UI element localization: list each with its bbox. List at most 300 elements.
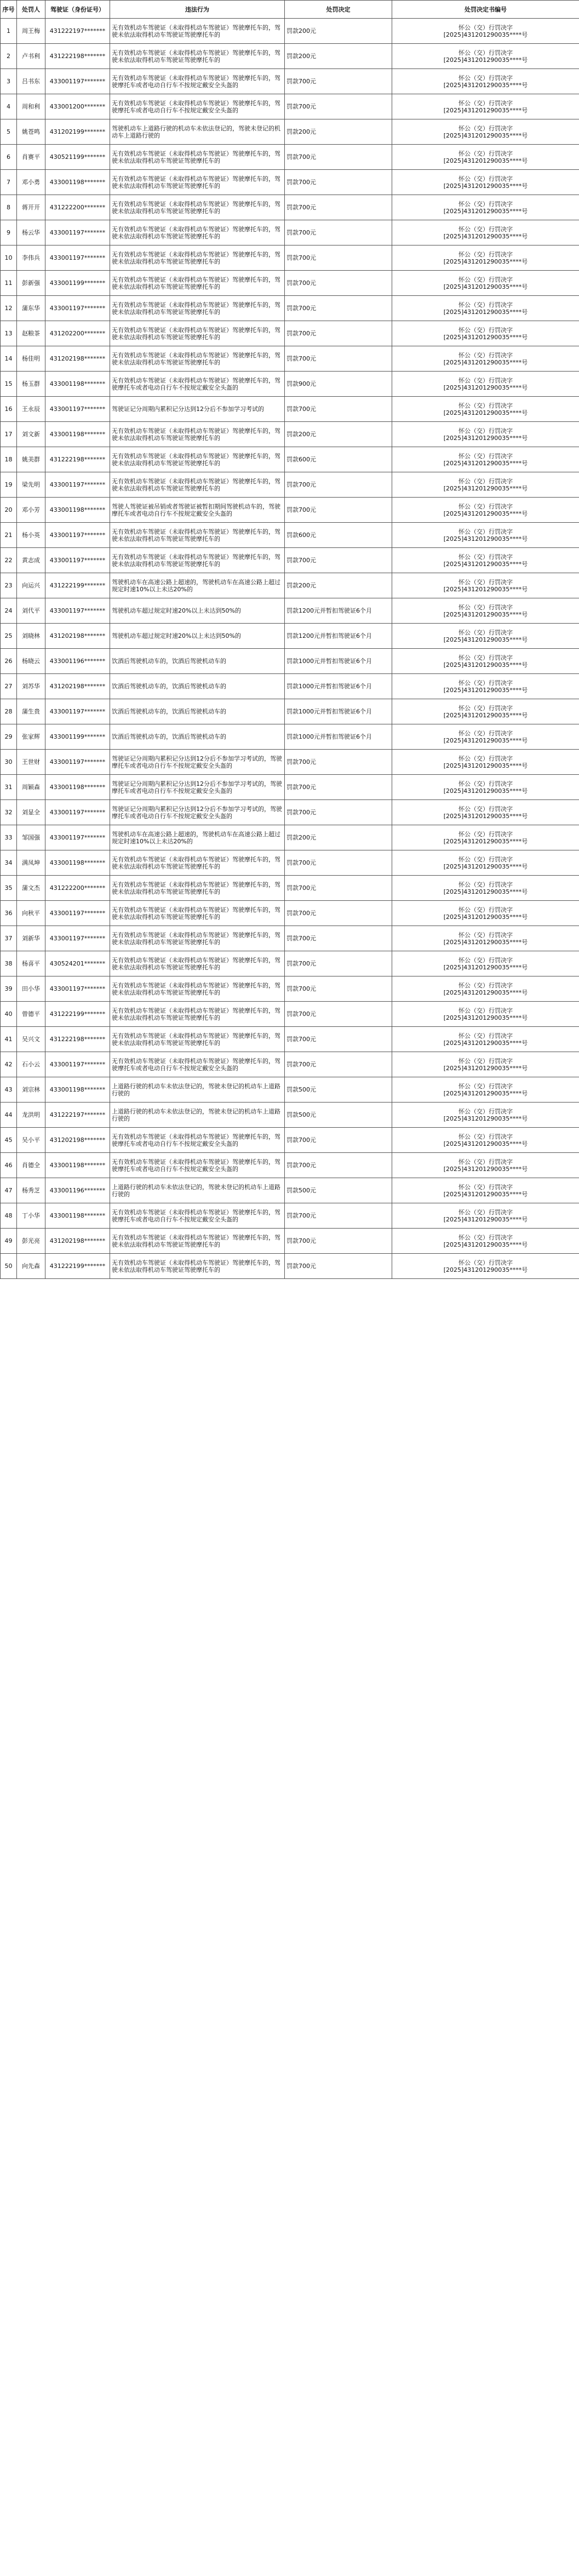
decision-number [392,422,579,447]
offender-name: 杨晓云 [17,649,45,674]
offender-name: 周和利 [17,94,45,119]
violation-text: 驾驶人驾驶证被吊销或者驾驶证被暂扣期间驾驶机动车的，驾驶摩托车或者电动自行车不按规定戴安全头盔的 [110,498,285,523]
decision-prefix: 怀公（交）行罚决字 [458,956,513,964]
decision-number [392,951,579,976]
decision-prefix: 怀公（交）行罚决字 [458,931,513,939]
license-id: 433001197******* [45,548,110,573]
violation-text: 无有效机动车驾驶证（未取得机动车驾驶证）驾驶摩托车的，驾驶摩托车或者电动自行车不按规定戴安全头盔的 [110,372,285,397]
decision-code: [2025]431201290035****号 [443,56,528,64]
decision-prefix: 怀公（交）行罚决字 [458,124,513,132]
penalty-decision: 罚款700元 [285,548,392,573]
table-row [1,472,579,498]
decision-number [392,699,579,724]
row-number: 45 [1,1128,17,1153]
row-number: 30 [1,750,17,775]
offender-name: 赵粮茶 [17,321,45,346]
decision-prefix: 怀公（交）行罚决字 [458,729,513,737]
decision-code: [2025]431201290035****号 [443,636,528,643]
decision-number [392,1254,579,1279]
decision-number [392,800,579,825]
decision-prefix: 怀公（交）行罚决字 [458,99,513,107]
decision-code: [2025]431201290035****号 [443,459,528,467]
license-id: 433001197******* [45,1052,110,1077]
violation-text: 无有效机动车驾驶证（未取得机动车驾驶证）驾驶摩托车的，驾驶摩托车或者电动自行车不按规定戴安全头盔的 [110,1153,285,1178]
decision-number [392,170,579,195]
decision-code: [2025]431201290035****号 [443,1190,528,1198]
table-row [1,271,579,296]
violation-text: 饮酒后驾驶机动车的，饮酒后驾驶机动车的 [110,674,285,699]
decision-code: [2025]431201290035****号 [443,1165,528,1173]
row-number: 44 [1,1103,17,1128]
offender-name: 杨喜平 [17,951,45,976]
violation-text: 驾驶机动车在高速公路上超速的，驾驶机动车在高速公路上超过规定时速10%以上未达20%的 [110,573,285,598]
offender-name: 蒲生贵 [17,699,45,724]
offender-name: 杨佳明 [17,346,45,372]
violation-text: 驾驶机动车在高速公路上超速的，驾驶机动车在高速公路上超过规定时速10%以上未达20%的 [110,825,285,850]
row-number: 42 [1,1052,17,1077]
row-number: 24 [1,598,17,624]
decision-number [392,1229,579,1254]
row-number: 15 [1,372,17,397]
license-id: 433001197******* [45,69,110,94]
decision-number [392,397,579,422]
row-number: 22 [1,548,17,573]
table-row [1,800,579,825]
license-id: 433001197******* [45,296,110,321]
offender-name: 刘代平 [17,598,45,624]
violation-text: 上道路行驶的机动车未依法登记的，驾驶未登记的机动车上道路行驶的 [110,1103,285,1128]
violation-text: 无有效机动车驾驶证（未取得机动车驾驶证）驾驶摩托车的，驾驶未依法取得机动车驾驶证驾驶摩托车的 [110,245,285,271]
offender-name: 黄志成 [17,548,45,573]
decision-number [392,1153,579,1178]
decision-number [392,901,579,926]
penalty-decision: 罚款700元 [285,800,392,825]
violation-text: 无有效机动车驾驶证（未取得机动车驾驶证）驾驶摩托车的，驾驶未依法取得机动车驾驶证驾驶摩托车的 [110,548,285,573]
decision-prefix: 怀公（交）行罚决字 [458,326,513,334]
decision-number [392,1178,579,1203]
decision-prefix: 怀公（交）行罚决字 [458,679,513,687]
decision-code: [2025]431201290035****号 [443,132,528,139]
license-id: 431222199******* [45,1254,110,1279]
decision-number [392,876,579,901]
decision-prefix: 怀公（交）行罚决字 [458,1183,513,1191]
offender-name: 刘晓林 [17,624,45,649]
table-row [1,876,579,901]
license-id: 433001198******* [45,372,110,397]
penalty-decision: 罚款700元 [285,926,392,951]
license-id: 433001198******* [45,1153,110,1178]
penalty-decision: 罚款700元 [285,397,392,422]
row-number: 18 [1,447,17,472]
license-id: 433001198******* [45,850,110,876]
violation-text: 无有效机动车驾驶证（未取得机动车驾驶证）驾驶摩托车的，驾驶未依法取得机动车驾驶证驾驶摩托车的 [110,195,285,220]
decision-prefix: 怀公（交）行罚决字 [458,175,513,182]
violation-text: 无有效机动车驾驶证（未取得机动车驾驶证）驾驶摩托车的，驾驶未依法取得机动车驾驶证驾驶摩托车的 [110,850,285,876]
violation-text: 无有效机动车驾驶证（未取得机动车驾驶证）驾驶摩托车的，驾驶未依法取得机动车驾驶证驾驶摩托车的 [110,876,285,901]
offender-name: 蒲文杰 [17,876,45,901]
header-doc-no: 处罚决定书编号 [392,1,579,19]
table-header-row [1,1,579,19]
decision-code: [2025]431201290035****号 [443,787,528,795]
decision-number [392,825,579,850]
violation-text: 饮酒后驾驶机动车的，饮酒后驾驶机动车的 [110,724,285,750]
decision-number [392,1103,579,1128]
row-number: 2 [1,44,17,69]
license-id: 433001198******* [45,498,110,523]
table-row [1,1203,579,1229]
table-body [1,19,579,1279]
table-row [1,901,579,926]
license-id: 433001198******* [45,170,110,195]
table-row [1,1128,579,1153]
decision-prefix: 怀公（交）行罚决字 [458,452,513,460]
decision-number [392,245,579,271]
offender-name: 杨云华 [17,220,45,245]
table-row [1,321,579,346]
penalty-decision: 罚款900元 [285,372,392,397]
decision-code: [2025]431201290035****号 [443,31,528,38]
table-row [1,523,579,548]
license-id: 431202198******* [45,346,110,372]
decision-number [392,775,579,800]
decision-number [392,498,579,523]
row-number: 36 [1,901,17,926]
violation-text: 驾驶机动车上道路行驶的机动车未依法登记的，驾驶未登记的机动车上道路行驶的 [110,119,285,145]
table-row [1,573,579,598]
row-number: 10 [1,245,17,271]
license-id: 433001197******* [45,976,110,1002]
decision-code: [2025]431201290035****号 [443,1215,528,1223]
decision-prefix: 怀公（交）行罚决字 [458,502,513,510]
penalty-decision: 罚款700元 [285,1002,392,1027]
license-id: 433001197******* [45,220,110,245]
decision-number [392,472,579,498]
table-row [1,94,579,119]
penalty-decision: 罚款700元 [285,1027,392,1052]
decision-number [392,19,579,44]
violation-text: 驾驶证记分周期内累积记分达到12分后不参加学习考试的 [110,397,285,422]
license-id: 431202198******* [45,1229,110,1254]
header-id: 驾驶证（身份证号） [45,1,110,19]
decision-code: [2025]431201290035****号 [443,484,528,492]
decision-code: [2025]431201290035****号 [443,308,528,316]
row-number: 35 [1,876,17,901]
penalty-decision: 罚款700元 [285,1052,392,1077]
license-id: 431202198******* [45,624,110,649]
decision-prefix: 怀公（交）行罚决字 [458,855,513,863]
decision-code: [2025]431201290035****号 [443,913,528,921]
license-id: 433001197******* [45,598,110,624]
decision-prefix: 怀公（交）行罚决字 [458,24,513,31]
table-row [1,346,579,372]
decision-code: [2025]431201290035****号 [443,434,528,442]
table-row [1,245,579,271]
decision-prefix: 怀公（交）行罚决字 [458,1007,513,1014]
row-number: 16 [1,397,17,422]
row-number: 27 [1,674,17,699]
decision-number [392,195,579,220]
violation-text: 无有效机动车驾驶证（未取得机动车驾驶证）驾驶摩托车的，驾驶未依法取得机动车驾驶证驾驶摩托车的 [110,145,285,170]
table-row [1,674,579,699]
decision-prefix: 怀公（交）行罚决字 [458,200,513,208]
penalty-decision: 罚款700元 [285,296,392,321]
decision-number [392,346,579,372]
decision-code: [2025]431201290035****号 [443,736,528,744]
table-row [1,19,579,44]
offender-name: 梁先明 [17,472,45,498]
offender-name: 吴兴文 [17,1027,45,1052]
table-row [1,220,579,245]
violation-text: 驾驶证记分周期内累积记分达到12分后不参加学习考试的，驾驶摩托车或者电动自行车不按规定戴安全头盔的 [110,750,285,775]
table-row [1,498,579,523]
row-number: 17 [1,422,17,447]
violation-text: 无有效机动车驾驶证（未取得机动车驾驶证）驾驶摩托车的，驾驶摩托车或者电动自行车不按规定戴安全头盔的 [110,1128,285,1153]
table-row [1,1103,579,1128]
violation-text: 上道路行驶的机动车未依法登记的，驾驶未登记的机动车上道路行驶的 [110,1077,285,1103]
row-number: 47 [1,1178,17,1203]
license-id: 430521199******* [45,145,110,170]
offender-name: 向秋平 [17,901,45,926]
license-id: 433001198******* [45,1077,110,1103]
row-number: 39 [1,976,17,1002]
decision-prefix: 怀公（交）行罚决字 [458,981,513,989]
offender-name: 吕书东 [17,69,45,94]
violation-text: 无有效机动车驾驶证（未取得机动车驾驶证）驾驶摩托车的，驾驶未依法取得机动车驾驶证驾驶摩托车的 [110,472,285,498]
table-row [1,976,579,1002]
table-row [1,951,579,976]
penalty-decision: 罚款200元 [285,573,392,598]
decision-number [392,1128,579,1153]
row-number: 13 [1,321,17,346]
row-number: 7 [1,170,17,195]
decision-prefix: 怀公（交）行罚决字 [458,1158,513,1166]
decision-prefix: 怀公（交）行罚决字 [458,74,513,82]
license-id: 431222200******* [45,876,110,901]
decision-prefix: 怀公（交）行罚决字 [458,276,513,283]
decision-prefix: 怀公（交）行罚决字 [458,351,513,359]
table-row [1,699,579,724]
penalty-decision: 罚款1000元并暂扣驾驶证6个月 [285,674,392,699]
violation-text: 无有效机动车驾驶证（未取得机动车驾驶证）驾驶摩托车的，驾驶未依法取得机动车驾驶证驾驶摩托车的 [110,220,285,245]
row-number: 48 [1,1203,17,1229]
row-number: 37 [1,926,17,951]
row-number: 12 [1,296,17,321]
license-id: 433001198******* [45,1203,110,1229]
decision-code: [2025]431201290035****号 [443,1266,528,1273]
decision-number [392,724,579,750]
license-id: 431222199******* [45,1002,110,1027]
license-id: 431222199******* [45,573,110,598]
table-row [1,1254,579,1279]
violation-text: 无有效机动车驾驶证（未取得机动车驾驶证）驾驶摩托车的，驾驶未依法取得机动车驾驶证驾驶摩托车的 [110,170,285,195]
license-id: 433001197******* [45,800,110,825]
table-row [1,69,579,94]
decision-code: [2025]431201290035****号 [443,1115,528,1122]
row-number: 50 [1,1254,17,1279]
decision-prefix: 怀公（交）行罚决字 [458,528,513,535]
row-number: 33 [1,825,17,850]
offender-name: 向先森 [17,1254,45,1279]
offender-name: 李伟兵 [17,245,45,271]
decision-code: [2025]431201290035****号 [443,1140,528,1147]
license-id: 433001197******* [45,926,110,951]
license-id: 431222197******* [45,19,110,44]
offender-name: 刘苏华 [17,674,45,699]
row-number: 26 [1,649,17,674]
row-number: 25 [1,624,17,649]
decision-code: [2025]431201290035****号 [443,938,528,946]
decision-prefix: 怀公（交）行罚决字 [458,225,513,233]
violation-text: 驾驶机动车超过规定时速20%以上未达到50%的 [110,598,285,624]
decision-number [392,372,579,397]
penalty-table [0,0,579,1279]
table-row [1,649,579,674]
license-id: 433001200******* [45,94,110,119]
penalty-decision: 罚款200元 [285,825,392,850]
decision-prefix: 怀公（交）行罚决字 [458,553,513,561]
table-row [1,548,579,573]
decision-prefix: 怀公（交）行罚决字 [458,427,513,435]
decision-code: [2025]431201290035****号 [443,207,528,215]
license-id: 431202199******* [45,119,110,145]
decision-code: [2025]431201290035****号 [443,283,528,290]
decision-code: [2025]431201290035****号 [443,358,528,366]
offender-name: 龙洪明 [17,1103,45,1128]
decision-prefix: 怀公（交）行罚决字 [458,1208,513,1216]
violation-text: 无有效机动车驾驶证（未取得机动车驾驶证）驾驶摩托车的，驾驶未依法取得机动车驾驶证驾驶摩托车的 [110,926,285,951]
decision-code: [2025]431201290035****号 [443,610,528,618]
penalty-decision: 罚款700元 [285,346,392,372]
penalty-decision: 罚款200元 [285,44,392,69]
violation-text: 无有效机动车驾驶证（未取得机动车驾驶证）驾驶摩托车的，驾驶未依法取得机动车驾驶证驾驶摩托车的 [110,1002,285,1027]
penalty-decision: 罚款700元 [285,220,392,245]
decision-prefix: 怀公（交）行罚决字 [458,805,513,813]
offender-name: 吴小平 [17,1128,45,1153]
decision-number [392,976,579,1002]
decision-prefix: 怀公（交）行罚决字 [458,906,513,913]
penalty-decision: 罚款700元 [285,775,392,800]
offender-name: 周颖森 [17,775,45,800]
penalty-decision: 罚款500元 [285,1103,392,1128]
decision-code: [2025]431201290035****号 [443,333,528,341]
decision-code: [2025]431201290035****号 [443,762,528,769]
table-row [1,926,579,951]
violation-text: 无有效机动车驾驶证（未取得机动车驾驶证）驾驶摩托车的，驾驶未依法取得机动车驾驶证驾驶摩托车的 [110,1229,285,1254]
violation-text: 无有效机动车驾驶证（未取得机动车驾驶证）驾驶摩托车的，驾驶未依法取得机动车驾驶证驾驶摩托车的 [110,271,285,296]
header-name: 处罚人 [17,1,45,19]
offender-name: 肖赛平 [17,145,45,170]
decision-number [392,69,579,94]
violation-text: 无有效机动车驾驶证（未取得机动车驾驶证）驾驶摩托车的，驾驶未依法取得机动车驾驶证驾驶摩托车的 [110,19,285,44]
violation-text: 无有效机动车驾驶证（未取得机动车驾驶证）驾驶摩托车的，驾驶未依法取得机动车驾驶证驾驶摩托车的 [110,1027,285,1052]
table-row [1,598,579,624]
penalty-decision: 罚款700元 [285,170,392,195]
license-id: 431222198******* [45,1027,110,1052]
license-id: 433001197******* [45,523,110,548]
decision-prefix: 怀公（交）行罚决字 [458,755,513,762]
decision-code: [2025]431201290035****号 [443,1039,528,1047]
license-id: 433001196******* [45,649,110,674]
penalty-decision: 罚款200元 [285,119,392,145]
header-violation: 违法行为 [110,1,285,19]
violation-text: 无有效机动车驾驶证（未取得机动车驾驶证）驾驶摩托车的，驾驶摩托车或者电动自行车不按规定戴安全头盔的 [110,1052,285,1077]
license-id: 431202198******* [45,674,110,699]
penalty-decision: 罚款700元 [285,901,392,926]
table-row [1,775,579,800]
decision-prefix: 怀公（交）行罚决字 [458,1233,513,1241]
decision-code: [2025]431201290035****号 [443,837,528,845]
decision-prefix: 怀公（交）行罚决字 [458,1107,513,1115]
offender-name: 刘文新 [17,422,45,447]
table-row [1,1153,579,1178]
penalty-decision: 罚款700元 [285,472,392,498]
penalty-decision: 罚款600元 [285,523,392,548]
row-number: 28 [1,699,17,724]
table-row [1,195,579,220]
offender-name: 彭新强 [17,271,45,296]
decision-number [392,94,579,119]
offender-name: 邹国强 [17,825,45,850]
decision-prefix: 怀公（交）行罚决字 [458,1259,513,1266]
decision-code: [2025]431201290035****号 [443,535,528,542]
decision-code: [2025]431201290035****号 [443,888,528,895]
penalty-decision: 罚款700元 [285,976,392,1002]
decision-number [392,573,579,598]
penalty-decision: 罚款200元 [285,19,392,44]
decision-prefix: 怀公（交）行罚决字 [458,881,513,888]
table-row [1,145,579,170]
row-number: 49 [1,1229,17,1254]
violation-text: 无有效机动车驾驶证（未取得机动车驾驶证）驾驶摩托车的，驾驶未依法取得机动车驾驶证驾驶摩托车的 [110,1254,285,1279]
offender-name: 肖德全 [17,1153,45,1178]
decision-code: [2025]431201290035****号 [443,863,528,870]
decision-code: [2025]431201290035****号 [443,661,528,669]
decision-code: [2025]431201290035****号 [443,409,528,416]
decision-code: [2025]431201290035****号 [443,1241,528,1248]
decision-code: [2025]431201290035****号 [443,384,528,391]
table-row [1,447,579,472]
penalty-decision: 罚款500元 [285,1077,392,1103]
penalty-decision: 罚款200元 [285,422,392,447]
decision-code: [2025]431201290035****号 [443,81,528,89]
violation-text: 驾驶证记分周期内累积记分达到12分后不参加学习考试的，驾驶摩托车或者电动自行车不按规定戴安全头盔的 [110,775,285,800]
decision-number [392,674,579,699]
offender-name: 丁小华 [17,1203,45,1229]
row-number: 4 [1,94,17,119]
table-row [1,44,579,69]
license-id: 433001197******* [45,245,110,271]
decision-number [392,649,579,674]
decision-number [392,624,579,649]
license-id: 433001197******* [45,397,110,422]
penalty-decision: 罚款1200元并暂扣驾驶证6个月 [285,624,392,649]
license-id: 430524201******* [45,951,110,976]
decision-prefix: 怀公（交）行罚决字 [458,629,513,636]
row-number: 6 [1,145,17,170]
row-number: 31 [1,775,17,800]
decision-prefix: 怀公（交）行罚决字 [458,1032,513,1039]
table-row [1,397,579,422]
decision-prefix: 怀公（交）行罚决字 [458,150,513,157]
offender-name: 杨玉群 [17,372,45,397]
decision-number [392,296,579,321]
table-row [1,372,579,397]
decision-code: [2025]431201290035****号 [443,686,528,694]
violation-text: 饮酒后驾驶机动车的，饮酒后驾驶机动车的 [110,649,285,674]
violation-text: 无有效机动车驾驶证（未取得机动车驾驶证）驾驶摩托车的，驾驶摩托车或者电动自行车不按规定戴安全头盔的 [110,1203,285,1229]
offender-name: 邓小芳 [17,498,45,523]
decision-code: [2025]431201290035****号 [443,232,528,240]
